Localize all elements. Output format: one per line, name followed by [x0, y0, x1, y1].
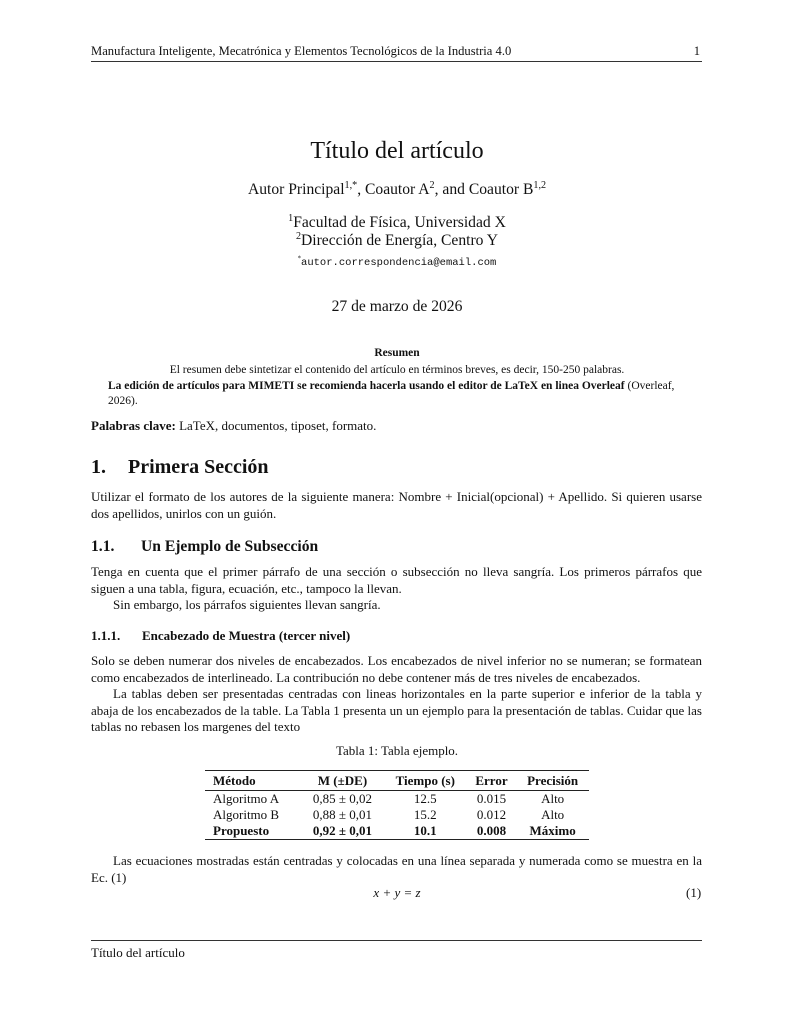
running-footer: Título del artículo	[91, 945, 185, 960]
correspondence-sup: *	[297, 255, 302, 263]
table-header: Método	[205, 771, 301, 791]
table-header: Tiempo (s)	[384, 771, 467, 791]
abstract-heading: Resumen	[374, 347, 420, 359]
keywords	[91, 418, 376, 434]
author-name: Coautor B	[468, 181, 534, 198]
paragraph: Las ecuaciones mostradas están centradas y colocadas en una línea separada y numerada como se muestra en la Ec. (1)	[91, 853, 702, 885]
abstract-line: El resumen debe sintetizar el contenido del artículo en términos breves, es decir, 150-250 palabras.	[169, 364, 625, 376]
subsubsection-heading	[91, 628, 350, 644]
abstract-body	[108, 363, 686, 410]
running-header	[91, 44, 702, 62]
paragraph: Sin embargo, los párrafos siguientes llevan sangría.	[113, 597, 381, 612]
abstract-bold: La edición de artículos para MIMETI se recomienda hacerla usando el editor de LaTeX en linea Overleaf	[108, 379, 625, 392]
table-header: Precisión	[516, 771, 589, 791]
paragraph: La tablas deben ser presentadas centradas con lineas horizontales en la parte superior e inferior de la tabla y abaja de los encabezados de la table. La Tabla 1 presenta un un ejemplo para la presentación de tablas. Cuidar que las tablas no rebasen los margenes del texto	[91, 686, 702, 734]
author-name: Coautor A	[365, 181, 430, 198]
author-sup: 2	[429, 179, 435, 191]
table-cell: Alto	[541, 807, 565, 822]
subsection-body	[91, 564, 702, 614]
author-sup: 1,2	[533, 179, 547, 191]
section-title: Primera Sección	[128, 456, 269, 478]
affiliation	[0, 232, 794, 250]
keywords-value: LaTeX, documentos, tiposet, formato.	[175, 418, 377, 433]
correspondence-email[interactable]: autor.correspondencia@email.com	[301, 257, 497, 269]
table-row	[205, 823, 589, 840]
abstract-citation[interactable]: (Overleaf, 2026).	[108, 379, 675, 407]
paper-title: Título del artículo	[310, 138, 484, 164]
affiliation-sup: 1	[288, 212, 294, 224]
table-cell: 0,92 ± 0,01	[312, 823, 373, 838]
table-cell: 0,85 ± 0,02	[312, 791, 373, 806]
table-caption: Tabla 1: Tabla ejemplo.	[335, 743, 459, 758]
affiliation-text: Dirección de Energía, Centro Y	[301, 232, 499, 249]
table-cell: Alto	[541, 791, 565, 806]
table-cell: 12.5	[413, 791, 437, 806]
table-cell: 0.008	[476, 823, 507, 838]
table-cell: 10.1	[413, 823, 437, 838]
author-sup: 1,*	[344, 179, 358, 191]
table-header: Error	[467, 771, 517, 791]
author-sep: ,	[357, 181, 365, 198]
equation-number: (1)	[686, 885, 702, 900]
table-header-row	[205, 771, 589, 791]
subsection-heading	[91, 538, 318, 556]
page-number: 1	[693, 44, 700, 58]
section-number: 1.	[91, 456, 106, 478]
subsection-title: Un Ejemplo de Subsección	[141, 538, 319, 555]
author-sep: , and	[434, 181, 469, 198]
section-paragraph: Utilizar el formato de los autores de la siguiente manera: Nombre + Inicial(opcional) + Apellido. Si quieren usarse dos apellidos, unirlos con un guión.	[91, 489, 702, 521]
subsubsection-title: Encabezado de Muestra (tercer nivel)	[142, 628, 351, 643]
subsection-number: 1.1.	[91, 538, 115, 555]
table-row	[205, 807, 589, 823]
table-cell: 0.012	[476, 807, 507, 822]
table-row	[205, 791, 589, 808]
footer-rule	[91, 940, 702, 941]
correspondence	[0, 256, 794, 269]
table-cell: Máximo	[529, 823, 576, 838]
table-header: M (±DE)	[301, 771, 384, 791]
keywords-label: Palabras clave:	[91, 418, 176, 433]
results-table	[205, 770, 589, 840]
table-cell: 0,88 ± 0,01	[312, 807, 373, 822]
table-cell: Algoritmo B	[213, 807, 280, 822]
author-name: Autor Principal	[247, 181, 345, 198]
table-cell: Propuesto	[213, 823, 270, 838]
paragraph: Tenga en cuenta que el primer párrafo de una sección o subsección no lleva sangría. Los primeros párrafos que siguen a una tabla, figura, ecuación, etc., tampoco la llevan.	[91, 564, 702, 596]
equation-intro	[91, 853, 702, 886]
author-list	[0, 181, 794, 199]
paragraph: Solo se deben numerar dos niveles de encabezados. Los encabezados de nivel inferior no se numeran; se formatean como encabezados de interlineado. La contribución no debe contener más de tres niveles de encabezados.	[91, 653, 702, 685]
affiliation-text: Facultad de Física, Universidad X	[293, 214, 506, 231]
table-cell: Algoritmo A	[213, 791, 280, 806]
equation: x + y = z	[373, 885, 421, 900]
table-cell: 15.2	[413, 807, 437, 822]
affiliation	[0, 214, 794, 232]
table-cell: 0.015	[476, 791, 507, 806]
affiliation-sup: 2	[295, 230, 302, 242]
running-title: Manufactura Inteligente, Mecatrónica y Elementos Tecnológicos de la Industria 4.0	[91, 44, 512, 58]
subsubsection-body	[91, 653, 702, 736]
subsubsection-number: 1.1.1.	[91, 628, 121, 643]
paper-date: 27 de marzo de 2026	[331, 298, 463, 315]
section-heading	[91, 456, 269, 479]
